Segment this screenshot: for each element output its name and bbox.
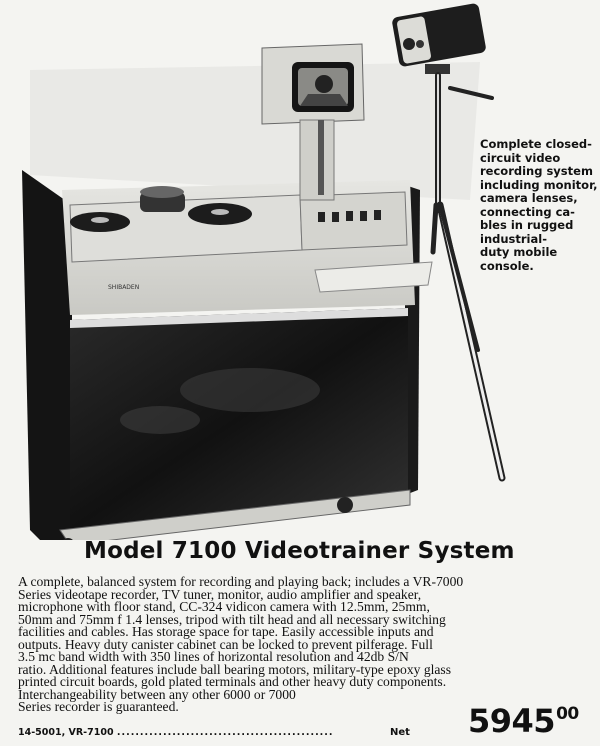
description-line: outputs. Heavy duty canister cabinet can be locked to prevent pilferage. Full <box>18 636 433 652</box>
description-line: Series videotape recorder, TV tuner, monitor, audio amplifier and speaker, <box>18 586 422 602</box>
price <box>468 702 579 740</box>
caption-line: camera lenses, <box>480 191 578 205</box>
description-line: 3.5 mc band width with 350 lines of horizontal resolution and 42db S/N <box>18 649 409 664</box>
net-label: Net <box>390 727 410 738</box>
price-dollars: 5945 <box>468 702 556 740</box>
caption-line: connecting ca- <box>480 204 575 219</box>
description-line: ratio. Additional features include ball bearing motors, military-type epoxy glass <box>18 661 452 677</box>
product-description <box>18 576 586 714</box>
caption-line: console. <box>480 258 534 273</box>
control-panel <box>300 192 407 250</box>
caster-wheel <box>337 497 353 513</box>
brand-plate: SHIBADEN <box>108 284 140 291</box>
order-code: 14-5001, VR-7100 <box>18 727 114 738</box>
product-title: Model 7100 Videotrainer System <box>84 538 515 564</box>
caption-line: including monitor, <box>480 177 598 192</box>
caption-line: recording system <box>480 164 593 178</box>
description-line: A complete, balanced system for recording and playing back; includes a VR-7000 <box>18 574 464 589</box>
photo-caption <box>480 138 600 273</box>
dot-leader: ............................................... <box>116 727 334 738</box>
description-line: Series recorder is guaranteed. <box>18 699 179 714</box>
caption-line: duty mobile <box>480 245 558 259</box>
description-line: facilities and cables. Has storage space for tape. Easily accessible inputs and <box>18 624 434 639</box>
caption-line: Complete closed- <box>480 137 592 151</box>
description-line: printed circuit boards, gold plated terminals and other heavy duty components. <box>18 674 447 689</box>
caption-line: industrial- <box>480 231 547 246</box>
order-line <box>18 727 334 738</box>
price-cents: 00 <box>556 704 579 724</box>
description-line: microphone with floor stand, CC-324 vidicon camera with 12.5mm, 25mm, <box>18 599 430 614</box>
caption-line: bles in rugged <box>480 218 574 232</box>
description-line: Interchangeability between any other 6000 or 7000 <box>18 686 296 702</box>
description-line: 50mm and 75mm f 1.4 lenses, tripod with tilt head and all necessary switching <box>18 611 446 627</box>
caption-line: circuit video <box>480 150 561 165</box>
